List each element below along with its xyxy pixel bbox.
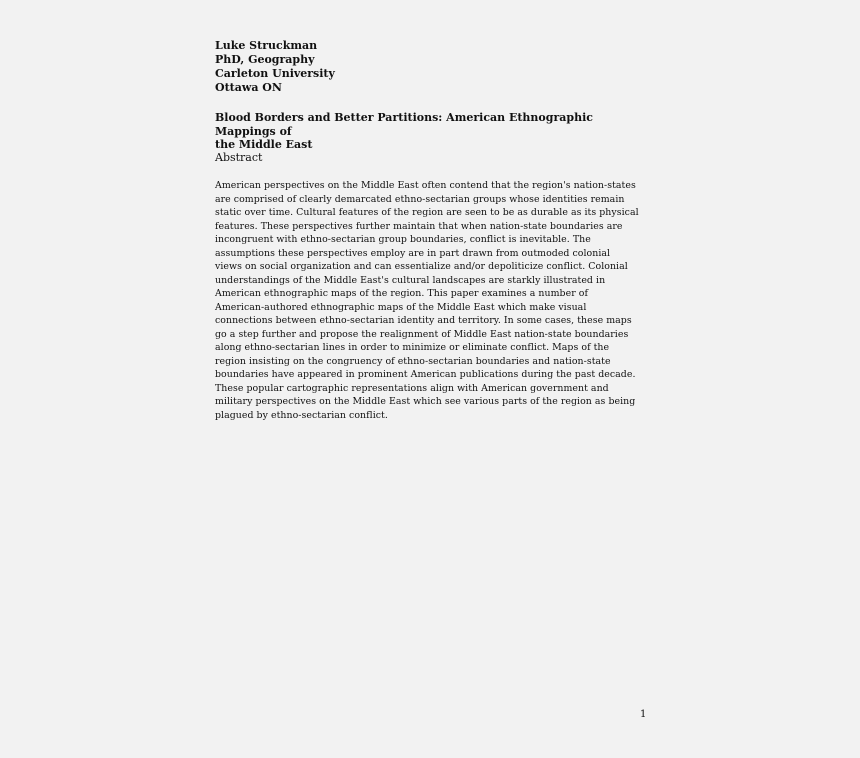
author-institution: Carleton University: [215, 67, 335, 80]
abstract-line: American-authored ethnographic maps of the Middle East which make visual: [215, 301, 587, 313]
author-degree: PhD, Geography: [215, 53, 315, 66]
abstract-line: region insisting on the congruency of ethno-sectarian boundaries and nation-state: [215, 355, 611, 367]
abstract-line: features. These perspectives further maintain that when nation-state boundaries are: [215, 220, 623, 232]
abstract-body: [215, 179, 655, 422]
abstract-line: understandings of the Middle East's cultural landscapes are starkly illustrated in: [215, 274, 606, 286]
paper-title-line: Blood Borders and Better Partitions: American Ethnographic Mappings of: [215, 111, 593, 138]
abstract-heading: Abstract: [215, 151, 263, 164]
paper-title-line: the Middle East: [215, 138, 313, 151]
author-name: Luke Struckman: [215, 39, 318, 52]
abstract-line: go a step further and propose the realignment of Middle East nation-state boundaries: [215, 328, 629, 340]
page-number: 1: [640, 709, 647, 720]
abstract-line: plagued by ethno-sectarian conflict.: [215, 409, 388, 421]
author-block: [215, 39, 335, 95]
abstract-line: static over time. Cultural features of the region are seen to be as durable as its physical: [215, 207, 639, 218]
abstract-line: assumptions these perspectives employ are in part drawn from outmoded colonial: [215, 247, 611, 259]
abstract-line: These popular cartographic representations align with American government and: [215, 382, 609, 394]
abstract-line: military perspectives on the Middle East which see various parts of the region as being: [215, 396, 636, 407]
abstract-line: along ethno-sectarian lines in order to minimize or eliminate conflict. Maps of the: [215, 342, 610, 353]
abstract-line: views on social organization and can essentialize and/or depoliticize conflict. Colonial: [215, 261, 628, 272]
abstract-line: incongruent with ethno-sectarian group boundaries, conflict is inevitable. The: [215, 234, 591, 245]
abstract-line: are comprised of clearly demarcated ethno-sectarian groups whose identities remain: [215, 193, 625, 205]
abstract-line: American perspectives on the Middle East often contend that the region's nation-states: [215, 180, 636, 191]
author-location: Ottawa ON: [215, 81, 282, 94]
abstract-line: boundaries have appeared in prominent American publications during the past decade.: [215, 369, 636, 380]
abstract-line: American ethnographic maps of the region. This paper examines a number of: [215, 288, 588, 299]
abstract-line: connections between ethno-sectarian identity and territory. In some cases, these maps: [215, 315, 632, 326]
paper-title: [215, 111, 645, 152]
